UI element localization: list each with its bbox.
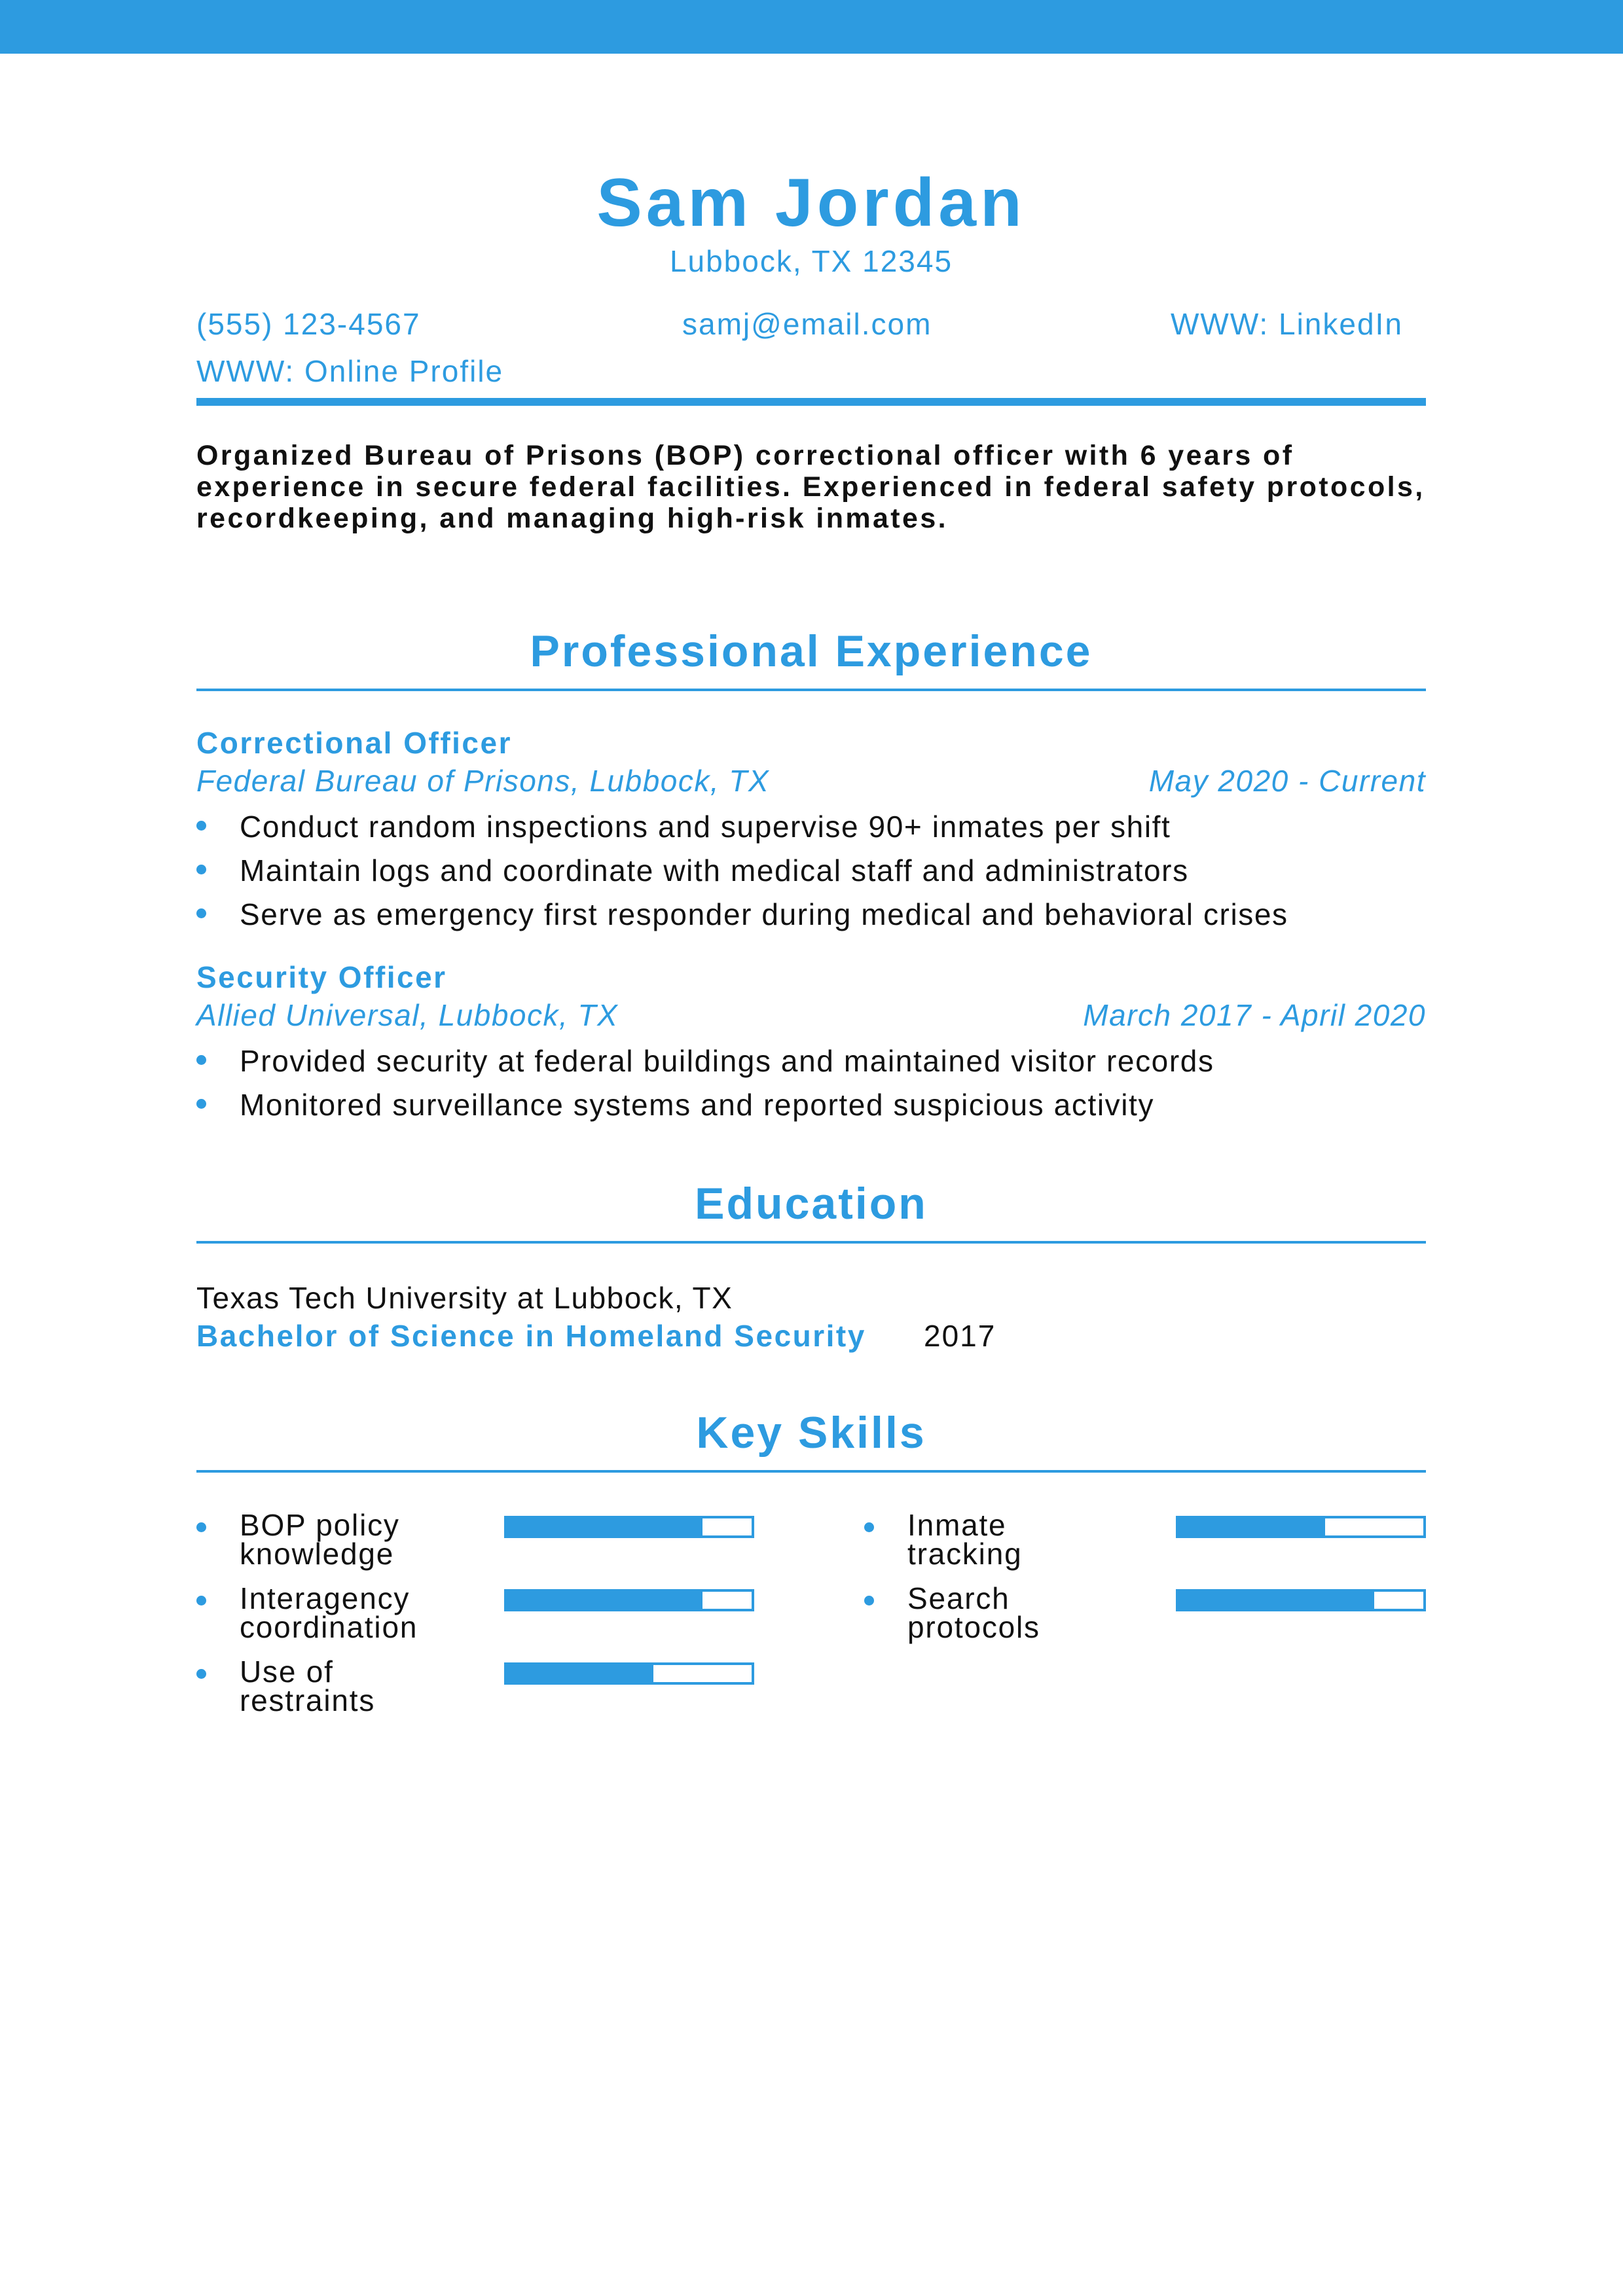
education-section-title: Education xyxy=(695,1179,928,1229)
bullet-text: Provided security at federal buildings and maintained visitor records xyxy=(240,1044,1214,1078)
top-accent-bar xyxy=(0,0,1623,54)
skill-level-bar xyxy=(1176,1589,1426,1611)
bullet-dot-icon xyxy=(196,1055,206,1065)
education-degree: Bachelor of Science in Homeland Security xyxy=(196,1319,866,1353)
linkedin-link[interactable]: WWW: LinkedIn xyxy=(1171,307,1403,341)
skill-name: Search protocols xyxy=(907,1581,1040,1644)
education-school: Texas Tech University at Lubbock, TX xyxy=(196,1281,733,1315)
phone-number: (555) 123-4567 xyxy=(196,307,421,341)
skill-level-fill xyxy=(1178,1518,1325,1535)
skill-level-bar xyxy=(1176,1516,1426,1538)
skill-name: Inmate tracking xyxy=(907,1508,1023,1571)
experience-section-title: Professional Experience xyxy=(530,626,1093,676)
education-year: 2017 xyxy=(924,1319,996,1353)
job-employer: Federal Bureau of Prisons, Lubbock, TX xyxy=(196,764,770,798)
skill-name: BOP policy knowledge xyxy=(240,1508,400,1571)
bullet-dot-icon xyxy=(196,1522,206,1532)
bullet-dot-icon xyxy=(196,908,206,918)
skills-divider xyxy=(196,1470,1426,1473)
job-title: Security Officer xyxy=(196,960,447,994)
bullet-dot-icon xyxy=(196,1596,206,1605)
education-divider xyxy=(196,1241,1426,1244)
job-title: Correctional Officer xyxy=(196,726,512,760)
bullet-text: Monitored surveillance systems and reported suspicious activity xyxy=(240,1088,1155,1122)
skill-level-fill xyxy=(507,1592,702,1609)
bullet-text: Conduct random inspections and supervise 90+ inmates per shift xyxy=(240,810,1171,844)
bullet-dot-icon xyxy=(196,865,206,874)
skill-name: Use of restraints xyxy=(240,1655,376,1717)
job-dates: March 2017 - April 2020 xyxy=(1083,998,1426,1032)
skills-section-title: Key Skills xyxy=(696,1408,926,1458)
bullet-text: Serve as emergency first responder during medical and behavioral crises xyxy=(240,897,1288,931)
job-employer: Allied Universal, Lubbock, TX xyxy=(196,998,619,1032)
candidate-location: Lubbock, TX 12345 xyxy=(669,244,953,278)
skill-level-fill xyxy=(507,1518,702,1535)
skill-level-fill xyxy=(1178,1592,1374,1609)
skill-level-fill xyxy=(507,1665,653,1682)
bullet-dot-icon xyxy=(864,1596,874,1605)
header-divider xyxy=(196,398,1426,406)
skill-name: Interagency coordination xyxy=(240,1581,418,1644)
professional-summary: Organized Bureau of Prisons (BOP) correctional officer with 6 years of experience in secure federal facilities. Experienced in federal safety protocols, recordkeeping, and managing high-risk inmates. xyxy=(196,440,1425,534)
bullet-dot-icon xyxy=(196,821,206,831)
online-profile-link[interactable]: WWW: Online Profile xyxy=(196,354,504,388)
bullet-text: Maintain logs and coordinate with medical staff and administrators xyxy=(240,853,1189,888)
skill-level-bar xyxy=(504,1516,754,1538)
job-dates: May 2020 - Current xyxy=(1148,764,1426,798)
experience-divider xyxy=(196,689,1426,691)
bullet-dot-icon xyxy=(864,1522,874,1532)
skill-level-bar xyxy=(504,1662,754,1685)
skill-level-bar xyxy=(504,1589,754,1611)
bullet-dot-icon xyxy=(196,1669,206,1679)
bullet-dot-icon xyxy=(196,1099,206,1109)
email-link[interactable]: samj@email.com xyxy=(682,307,932,341)
candidate-name: Sam Jordan xyxy=(596,165,1026,241)
